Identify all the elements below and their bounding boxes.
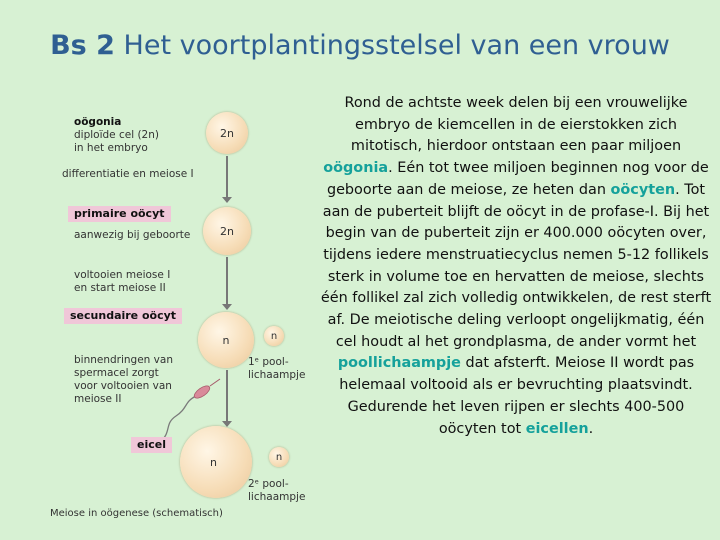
second-polar-body-label-line2: lichaampje	[248, 491, 306, 503]
oogonium-ploidy: 2n	[220, 126, 234, 140]
egg-cell	[180, 426, 252, 498]
paragraph-part-2: . Eén tot twee miljoen beginnen nog voor de geboorte aan de meiose, ze heten dan	[326, 160, 709, 198]
first-polar-body-ploidy: n	[270, 330, 278, 342]
egg-cell-tag: eicel	[131, 437, 172, 453]
sperm-label-line2: spermacel zorgt	[74, 367, 159, 379]
paragraph-part-1: Rond de achtste week delen bij een vrouwelijke embryo de kiemcellen in de eierstokken zich mitotisch, hierdoor ontstaan een paar miljoen	[344, 95, 688, 155]
primary-oocyte-desc: aanwezig bij geboorte	[74, 229, 191, 241]
first-polar-body	[264, 326, 284, 346]
paragraph-part-3: . Tot aan de puberteit blijft de oöcyt in de profase-I. Bij het begin van de puberteit zijn er 400.000 oöcyten over, tijdens iedere menstruatiecyclus nemen 5-12 follikels sterk in volume toe en hervatten de meiose, slechts één follikel zal zich volledig ontwikkelen, de rest sterft af. De meiotische deling verloopt ongelijkmatig, één cel houdt al het grondplasma, de ander vormt het	[320, 181, 712, 350]
keyword-oocyten: oöcyten	[610, 181, 676, 198]
explanation-paragraph	[320, 93, 712, 440]
second-polar-body-label-line1: 2ᵉ pool-	[248, 478, 289, 490]
arrow-1	[226, 156, 228, 198]
meiosis-label-line2: en start meiose II	[74, 282, 166, 294]
meiosis-label-line1: voltooien meiose I	[74, 269, 171, 281]
egg-cell-ploidy: n	[210, 456, 217, 469]
secondary-oocyte-cell	[198, 312, 254, 368]
keyword-eicellen: eicellen	[525, 420, 589, 437]
oogonia-desc-line2: in het embryo	[74, 142, 148, 154]
keyword-oogonia: oögonia	[323, 160, 389, 177]
first-polar-body-label-line2: lichaampje	[248, 369, 306, 381]
sperm-label-line3: voor voltooien van	[74, 380, 172, 392]
sperm-label-line1: binnendringen van	[74, 354, 173, 366]
paragraph-part-5: .	[588, 420, 594, 437]
secondary-oocyte-ploidy: n	[222, 333, 230, 347]
primary-oocyte-tag: primaire oöcyt	[68, 206, 171, 222]
second-polar-body	[269, 447, 289, 467]
secondary-oocyte-tag: secundaire oöcyt	[64, 308, 182, 324]
title-text: Het voortplantingsstelsel van een vrouw	[123, 30, 670, 61]
primary-oocyte-ploidy: 2n	[220, 224, 234, 238]
sperm-label-line4: meiose II	[74, 393, 122, 405]
differentiation-label: differentiatie en meiose I	[62, 168, 194, 180]
primary-oocyte-cell	[203, 207, 251, 255]
keyword-poollichaampje: poollichaampje	[337, 355, 461, 372]
oogonia-desc-line1: diploïde cel (2n)	[74, 129, 159, 141]
title-prefix: Bs 2	[50, 30, 115, 61]
diagram-caption: Meiose in oögenese (schematisch)	[50, 508, 223, 519]
arrow-2	[226, 257, 228, 305]
first-polar-body-label-line1: 1ᵉ pool-	[248, 356, 289, 368]
oogonium-cell	[206, 112, 248, 154]
oogonia-title: oögonia	[74, 116, 122, 128]
second-polar-body-ploidy: n	[275, 451, 283, 463]
oogenesis-diagram	[0, 0, 320, 540]
paragraph-part-4: dat afsterft. Meiose II wordt pas helemaal voltooid als er bevruchting plaatsvindt. Gedurende het leven rijpen er slechts 400-500 oöcyten tot	[339, 355, 695, 437]
